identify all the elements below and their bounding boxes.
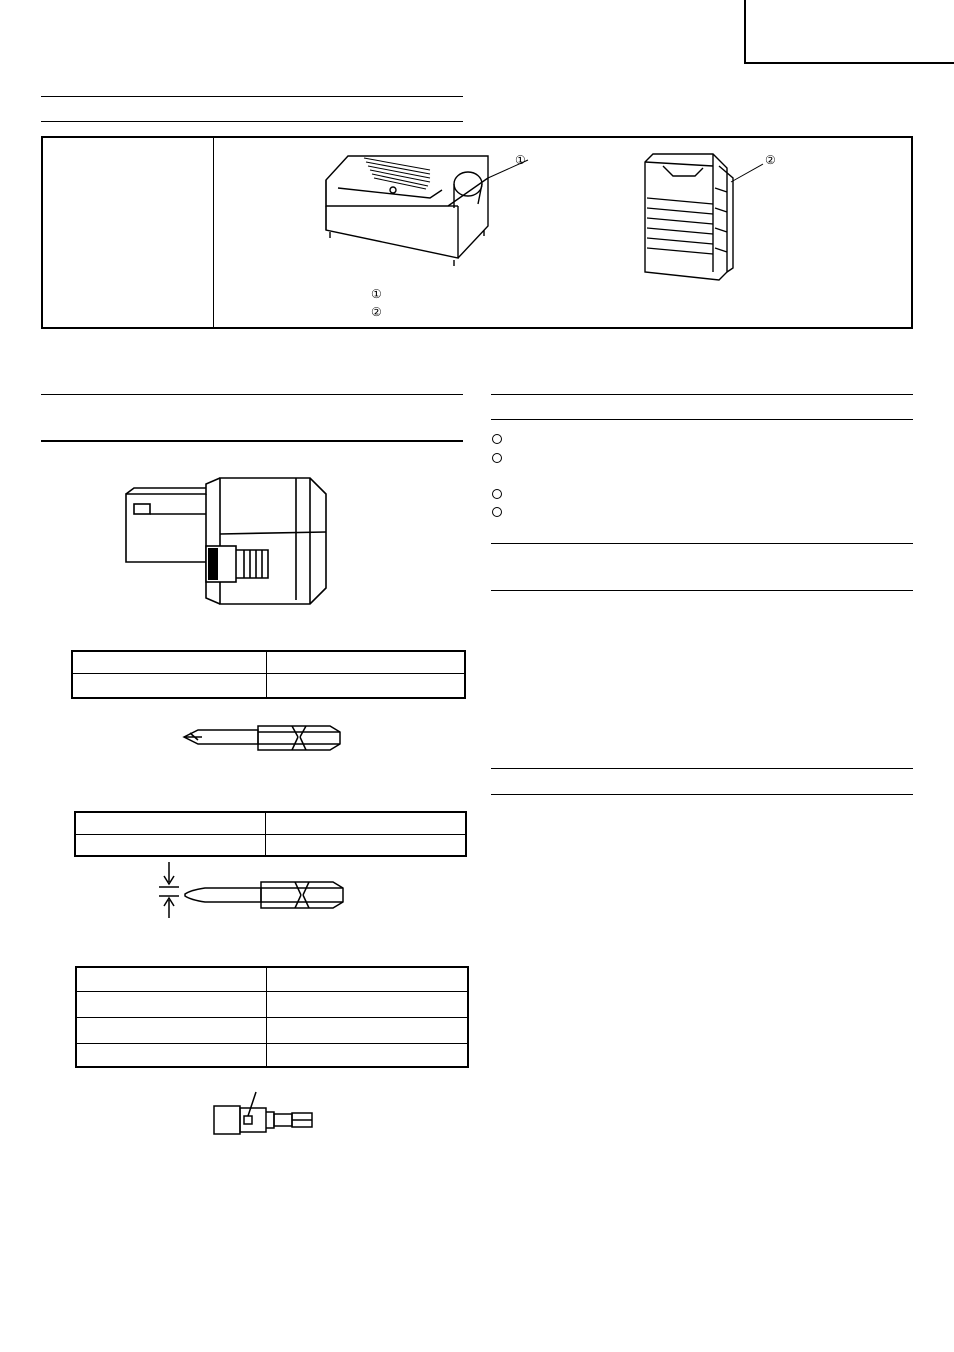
table-row — [77, 1043, 467, 1044]
table-row — [77, 1017, 467, 1018]
left-section-rule-2 — [41, 440, 463, 442]
socket-adapter-icon — [210, 1090, 316, 1138]
socket-table — [75, 966, 469, 1068]
right-section-rule-1 — [491, 394, 913, 395]
bullet-marker — [492, 453, 502, 463]
table-row — [76, 834, 465, 835]
bullet-marker — [492, 507, 502, 517]
table-column-divider — [265, 813, 266, 855]
battery-charger-icon — [318, 148, 548, 288]
accessory-box-divider — [213, 138, 214, 327]
table-column-divider — [266, 652, 267, 697]
right-section-rule-4 — [491, 590, 913, 591]
plus-driver-bit-icon — [180, 720, 346, 754]
carrying-case-icon — [633, 148, 783, 288]
accessory-box — [41, 136, 913, 329]
right-section-rule-3 — [491, 543, 913, 544]
bullet-marker — [492, 434, 502, 444]
table-row — [77, 991, 467, 992]
callout-2: ② — [765, 153, 776, 167]
page-tab — [744, 0, 954, 64]
right-section-rule-2 — [491, 419, 913, 420]
bullet-marker — [492, 489, 502, 499]
heading-rule-top — [41, 96, 463, 97]
table-row — [73, 673, 464, 674]
table-column-divider — [266, 968, 267, 1066]
heading-rule-bottom — [41, 121, 463, 122]
minus-bit-table — [74, 811, 467, 857]
battery-pack-icon — [120, 470, 340, 610]
right-section-rule-6 — [491, 794, 913, 795]
legend-2: ② — [371, 305, 382, 319]
minus-driver-bit-icon — [155, 860, 347, 920]
right-section-rule-5 — [491, 768, 913, 769]
plus-bit-table — [71, 650, 466, 699]
legend-1: ① — [371, 287, 382, 301]
callout-1: ① — [515, 153, 526, 167]
left-section-rule-1 — [41, 394, 463, 395]
